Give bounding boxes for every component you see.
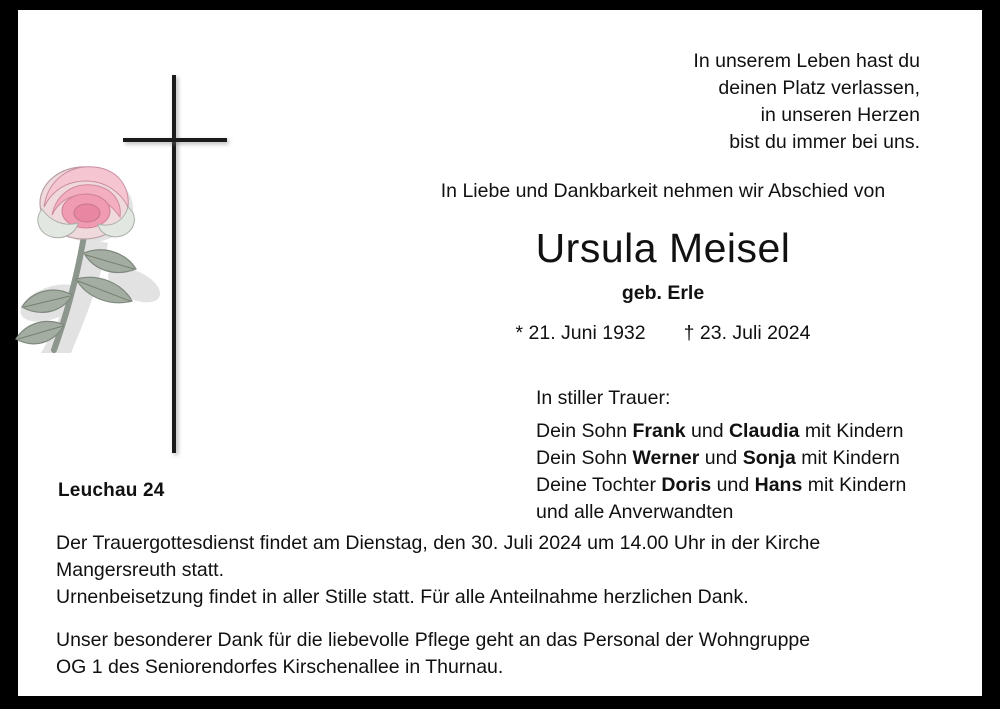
mourner-conjunction: und — [711, 474, 755, 496]
birth-date: * 21. Juni 1932 — [515, 322, 646, 344]
verse-block — [358, 48, 968, 156]
verse-line: in unseren Herzen — [760, 104, 920, 126]
thanks-line: Unser besonderer Dank für die liebevolle Pflege geht an das Personal der Wohngruppe — [56, 629, 811, 651]
mourner-name: Werner — [632, 447, 700, 469]
mourner-conjunction: und — [685, 420, 729, 442]
mourner-name: Frank — [632, 420, 686, 442]
thanks-line: OG 1 des Seniorendorfes Kirschenallee in Thurnau. — [56, 656, 504, 678]
mourner-name: Claudia — [728, 420, 800, 442]
mourner-prefix: Dein Sohn — [536, 447, 633, 469]
verse-line: deinen Platz verlassen, — [718, 77, 920, 99]
place-label: Leuchau 24 — [58, 480, 165, 501]
mourner-conjunction: und — [699, 447, 743, 469]
verse-line: bist du immer bei uns. — [729, 131, 920, 153]
maiden-name: geb. Erle — [621, 282, 705, 304]
mourner-suffix: mit Kindern — [795, 447, 900, 469]
death-date: † 23. Juli 2024 — [683, 322, 811, 344]
urn-line: Urnenbeisetzung findet in aller Stille statt. Für alle Anteilnahme herzlichen Dank. — [56, 586, 749, 608]
deceased-name: Ursula Meisel — [535, 225, 791, 271]
service-line: Mangersreuth statt. — [56, 559, 224, 581]
mourner-row — [536, 445, 968, 472]
obituary-card — [18, 10, 982, 696]
cross-horizontal-bar — [123, 138, 227, 142]
service-line: Der Trauergottesdienst findet am Dienstag, den 30. Juli 2024 um 14.00 Uhr in der Kirche — [56, 532, 821, 554]
footer-block — [56, 530, 946, 681]
mourners-closing: und alle Anverwandten — [536, 501, 734, 523]
mourners-block — [358, 385, 968, 526]
mourner-prefix: Dein Sohn — [536, 420, 633, 442]
mourner-row — [536, 472, 968, 499]
mourning-header: In stiller Trauer: — [536, 387, 671, 409]
mourner-name: Sonja — [742, 447, 796, 469]
rose-icon — [8, 145, 178, 375]
emblem-area — [18, 10, 358, 510]
mourner-name: Hans — [754, 474, 803, 496]
mourner-suffix: mit Kindern — [799, 420, 904, 442]
right-column — [358, 48, 968, 526]
verse-line: In unserem Leben hast du — [693, 50, 920, 72]
mourner-name: Doris — [661, 474, 712, 496]
intro-text: In Liebe und Dankbarkeit nehmen wir Abschied von — [440, 180, 886, 202]
life-dates — [358, 322, 968, 345]
mourner-row — [536, 418, 968, 445]
mourner-prefix: Deine Tochter — [536, 474, 662, 496]
mourner-suffix: mit Kindern — [802, 474, 907, 496]
